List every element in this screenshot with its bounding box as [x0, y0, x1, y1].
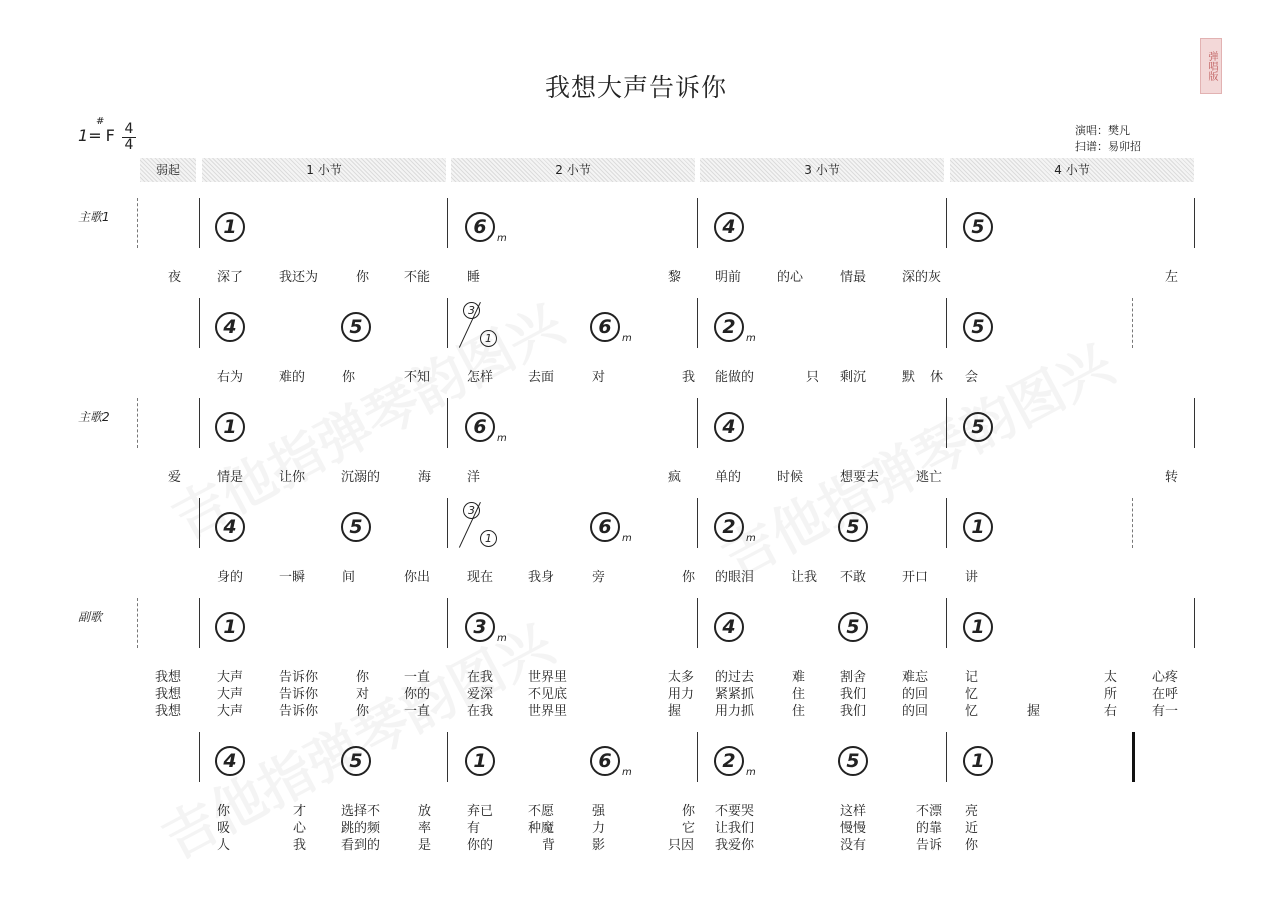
lyric-syllable: 不漂	[916, 804, 943, 819]
lyric-syllable: 用力	[668, 687, 695, 702]
singer-credit: 演唱：樊凡	[1075, 124, 1130, 137]
lyric-syllable: 握	[668, 704, 682, 719]
lyric-syllable: 割舍	[840, 670, 867, 685]
song-title: 我想大声告诉你	[544, 73, 727, 102]
barline	[447, 732, 448, 782]
lyric-syllable: 大声	[217, 670, 244, 685]
lyric-syllable: 这样	[840, 804, 867, 819]
chord-symbol: 5	[838, 746, 868, 776]
lyric-syllable: 太	[1104, 670, 1118, 685]
lyric-syllable: 的回	[902, 704, 929, 719]
lyric-syllable: 右	[1104, 704, 1118, 719]
barline	[697, 732, 698, 782]
lyric-syllable: 我们	[840, 687, 867, 702]
lyric-syllable: 你出	[404, 570, 431, 585]
lyric-syllable: 强	[592, 804, 606, 819]
lyric-syllable: 吸	[217, 821, 231, 836]
lyric-syllable: 选择不	[341, 804, 381, 819]
chord-symbol: 5	[963, 312, 993, 342]
lyric-syllable: 右为	[217, 370, 244, 385]
lyric-syllable: 睡	[467, 270, 481, 285]
lyric-syllable: 在我	[467, 670, 494, 685]
barline	[1194, 198, 1195, 248]
chord-symbol: 6 m	[465, 212, 495, 242]
chord-symbol: 2 m	[714, 312, 744, 342]
lyric-syllable: 我爱你	[715, 838, 755, 853]
lyric-syllable: 能做的	[715, 370, 755, 385]
lyric-syllable: 我想	[155, 687, 182, 702]
chord-symbol: 1	[215, 612, 245, 642]
slash-chord-upper: 3	[463, 502, 480, 519]
barline	[199, 598, 200, 648]
time-signature: 4 4	[122, 122, 136, 153]
lyric-syllable: 有	[467, 821, 481, 836]
lyric-syllable: 疯	[668, 470, 682, 485]
chord-symbol: 4	[714, 612, 744, 642]
chord-symbol: 5	[341, 312, 371, 342]
lyric-syllable: 我	[682, 370, 696, 385]
barline-dashed	[1132, 298, 1134, 348]
header-measure-2: 2 小节	[451, 158, 695, 182]
lyric-syllable: 放	[418, 804, 432, 819]
arranger-credit: 扫谱：易卯招	[1075, 140, 1141, 153]
lyric-syllable: 用力抓	[715, 704, 755, 719]
chord-symbol: 5	[838, 612, 868, 642]
lyric-syllable: 间	[342, 570, 356, 585]
lyric-syllable: 没有	[840, 838, 867, 853]
lyric-syllable: 不愿	[528, 804, 555, 819]
lyric-syllable: 记	[965, 670, 979, 685]
lyric-syllable: 的过去	[715, 670, 755, 685]
lyric-syllable: 你	[682, 570, 696, 585]
lyric-syllable: 讲	[965, 570, 979, 585]
barline	[447, 398, 448, 448]
lyric-syllable: 大声	[217, 704, 244, 719]
lyric-syllable: 忆	[965, 704, 979, 719]
slash-chord-lower: 1	[480, 530, 497, 547]
barline	[199, 398, 200, 448]
lyric-syllable: 近	[965, 821, 979, 836]
lyric-syllable: 我	[293, 838, 307, 853]
lyric-syllable: 想要去	[840, 470, 880, 485]
lyric-syllable: 我们	[840, 704, 867, 719]
header-measure-1: 1 小节	[202, 158, 446, 182]
lyric-syllable: 我想	[155, 704, 182, 719]
lyric-syllable: 爱	[168, 470, 182, 485]
lyric-syllable: 一直	[404, 704, 431, 719]
lyric-syllable: 你的	[404, 687, 431, 702]
header-pickup: 弱起	[140, 158, 196, 182]
lyric-syllable: 只	[806, 370, 820, 385]
lyric-syllable: 慢慢	[840, 821, 867, 836]
lyric-syllable: 影	[592, 838, 606, 853]
lyric-syllable: 你的	[467, 838, 494, 853]
barline-dashed	[1132, 498, 1134, 548]
chord-symbol: 6 m	[590, 512, 620, 542]
lyric-syllable: 我身	[528, 570, 555, 585]
header-measure-3: 3 小节	[700, 158, 944, 182]
barline	[946, 298, 947, 348]
lyric-syllable: 逃亡	[916, 470, 943, 485]
lyric-syllable: 时候	[777, 470, 804, 485]
lyric-syllable: 心	[293, 821, 307, 836]
chord-symbol: 5	[341, 512, 371, 542]
barline	[697, 498, 698, 548]
barline	[697, 598, 698, 648]
lyric-syllable: 深的灰	[902, 270, 942, 285]
lyric-syllable: 太多	[668, 670, 695, 685]
section-verse-1: 主歌1	[78, 210, 110, 224]
lyric-syllable: 的心	[777, 270, 804, 285]
lyric-syllable: 洋	[467, 470, 481, 485]
lyric-syllable: 黎	[668, 270, 682, 285]
lyric-syllable: 开口	[902, 570, 929, 585]
lyric-syllable: 旁	[592, 570, 606, 585]
chord-symbol: 1	[215, 412, 245, 442]
lyric-syllable: 弃已	[467, 804, 494, 819]
lyric-syllable: 难	[792, 670, 806, 685]
barline	[697, 298, 698, 348]
lyric-syllable: 会	[965, 370, 979, 385]
lyric-syllable: 让我们	[715, 821, 755, 836]
lyric-syllable: 紧紧抓	[715, 687, 755, 702]
lyric-syllable: 种魔	[528, 821, 555, 836]
chord-symbol: 4	[714, 412, 744, 442]
pickup-barline	[137, 398, 139, 448]
lyric-syllable: 的回	[902, 687, 929, 702]
lyric-syllable: 情是	[217, 470, 244, 485]
barline	[697, 198, 698, 248]
barline	[946, 398, 947, 448]
barline	[697, 398, 698, 448]
lyric-syllable: 率	[418, 821, 432, 836]
barline	[946, 198, 947, 248]
chord-symbol: 3 m	[465, 612, 495, 642]
lyric-syllable: 力	[592, 821, 606, 836]
chord-symbol: 4	[215, 312, 245, 342]
lyric-syllable: 背	[542, 838, 556, 853]
lyric-syllable: 住	[792, 704, 806, 719]
chord-symbol: 1	[215, 212, 245, 242]
lyric-syllable: 你	[356, 270, 370, 285]
lyric-syllable: 在我	[467, 704, 494, 719]
lyric-syllable: 在呼	[1152, 687, 1179, 702]
lyric-syllable: 是	[418, 838, 432, 853]
lyric-syllable: 明前	[715, 270, 742, 285]
barline	[199, 198, 200, 248]
lyric-syllable: 才	[293, 804, 307, 819]
key-signature: 1= # F	[78, 116, 115, 145]
chord-symbol: 1	[963, 612, 993, 642]
lyric-syllable: 它	[682, 821, 696, 836]
barline	[946, 498, 947, 548]
lyric-syllable: 不敢	[840, 570, 867, 585]
lyric-syllable: 让你	[279, 470, 306, 485]
slash-chord-lower: 1	[480, 330, 497, 347]
barline	[199, 498, 200, 548]
lyric-syllable: 左	[1165, 270, 1179, 285]
lyric-syllable: 休	[930, 370, 944, 385]
lyric-syllable: 你	[965, 838, 979, 853]
chord-symbol: 6 m	[465, 412, 495, 442]
barline	[1194, 598, 1195, 648]
lyric-syllable: 告诉	[916, 838, 943, 853]
lyric-syllable: 你	[342, 370, 356, 385]
header-measure-4: 4 小节	[950, 158, 1194, 182]
version-stamp: 弹唱版	[1200, 38, 1222, 94]
lyric-syllable: 不能	[404, 270, 431, 285]
lyric-syllable: 世界里	[528, 670, 568, 685]
lyric-syllable: 身的	[217, 570, 244, 585]
lyric-syllable: 亮	[965, 804, 979, 819]
lyric-syllable: 我还为	[279, 270, 319, 285]
lyric-syllable: 去面	[528, 370, 555, 385]
chord-symbol: 2 m	[714, 746, 744, 776]
lyric-syllable: 爱深	[467, 687, 494, 702]
barline	[946, 598, 947, 648]
lyric-syllable: 我想	[155, 670, 182, 685]
lyric-syllable: 一直	[404, 670, 431, 685]
lyric-syllable: 怎样	[467, 370, 494, 385]
lyric-syllable: 心疼	[1152, 670, 1179, 685]
chord-symbol: 4	[714, 212, 744, 242]
lyric-syllable: 不要哭	[715, 804, 755, 819]
chord-symbol: 6 m	[590, 312, 620, 342]
pickup-barline	[137, 198, 139, 248]
lyric-syllable: 告诉你	[279, 687, 319, 702]
chord-symbol: 5	[963, 412, 993, 442]
lyric-syllable: 的靠	[916, 821, 943, 836]
slash-chord	[463, 502, 499, 550]
lyric-syllable: 看到的	[341, 838, 381, 853]
end-barline	[1132, 732, 1135, 782]
lyric-syllable: 你	[356, 670, 370, 685]
chord-symbol: 4	[215, 512, 245, 542]
slash-chord-upper: 3	[463, 302, 480, 319]
section-chorus: 副歌	[78, 610, 103, 624]
lyric-syllable: 一瞬	[279, 570, 306, 585]
lyric-syllable: 人	[217, 838, 231, 853]
lyric-syllable: 告诉你	[279, 670, 319, 685]
barline	[447, 298, 448, 348]
chord-symbol: 5	[838, 512, 868, 542]
lyric-syllable: 难的	[279, 370, 306, 385]
lyric-syllable: 情最	[840, 270, 867, 285]
barline	[447, 198, 448, 248]
section-verse-2: 主歌2	[78, 410, 110, 424]
lyric-syllable: 握	[1027, 704, 1041, 719]
watermark	[707, 323, 1125, 594]
lyric-syllable: 世界里	[528, 704, 568, 719]
lyric-syllable: 现在	[467, 570, 494, 585]
chord-symbol: 1	[963, 512, 993, 542]
lyric-syllable: 忆	[965, 687, 979, 702]
chord-symbol: 2 m	[714, 512, 744, 542]
lyric-syllable: 不知	[404, 370, 431, 385]
lyric-syllable: 不见底	[528, 687, 568, 702]
lyric-syllable: 让我	[791, 570, 818, 585]
lyric-syllable: 深了	[217, 270, 244, 285]
lyric-syllable: 你	[682, 804, 696, 819]
barline	[199, 298, 200, 348]
lyric-syllable: 难忘	[902, 670, 929, 685]
lyric-syllable: 住	[792, 687, 806, 702]
barline	[199, 732, 200, 782]
barline	[447, 498, 448, 548]
lyric-syllable: 剩沉	[840, 370, 867, 385]
chord-symbol: 5	[963, 212, 993, 242]
lyric-syllable: 你	[356, 704, 370, 719]
chord-symbol: 1	[963, 746, 993, 776]
lyric-syllable: 对	[356, 687, 370, 702]
chord-symbol: 5	[341, 746, 371, 776]
pickup-barline	[137, 598, 139, 648]
lyric-syllable: 单的	[715, 470, 742, 485]
barline	[1194, 398, 1195, 448]
lyric-syllable: 告诉你	[279, 704, 319, 719]
lyric-syllable: 跳的频	[341, 821, 381, 836]
lyric-syllable: 只因	[668, 838, 695, 853]
chord-symbol: 4	[215, 746, 245, 776]
lyric-syllable: 的眼泪	[715, 570, 755, 585]
lyric-syllable: 海	[418, 470, 432, 485]
lyric-syllable: 沉溺的	[341, 470, 381, 485]
slash-chord	[463, 302, 499, 350]
chord-symbol: 6 m	[590, 746, 620, 776]
chord-symbol: 1	[465, 746, 495, 776]
lyric-syllable: 默	[902, 370, 916, 385]
barline	[946, 732, 947, 782]
lyric-syllable: 夜	[168, 270, 182, 285]
lyric-syllable: 对	[592, 370, 606, 385]
lyric-syllable: 转	[1165, 470, 1179, 485]
lyric-syllable: 所	[1104, 687, 1118, 702]
lyric-syllable: 有一	[1152, 704, 1179, 719]
lyric-syllable: 大声	[217, 687, 244, 702]
lyric-syllable: 你	[217, 804, 231, 819]
barline	[447, 598, 448, 648]
